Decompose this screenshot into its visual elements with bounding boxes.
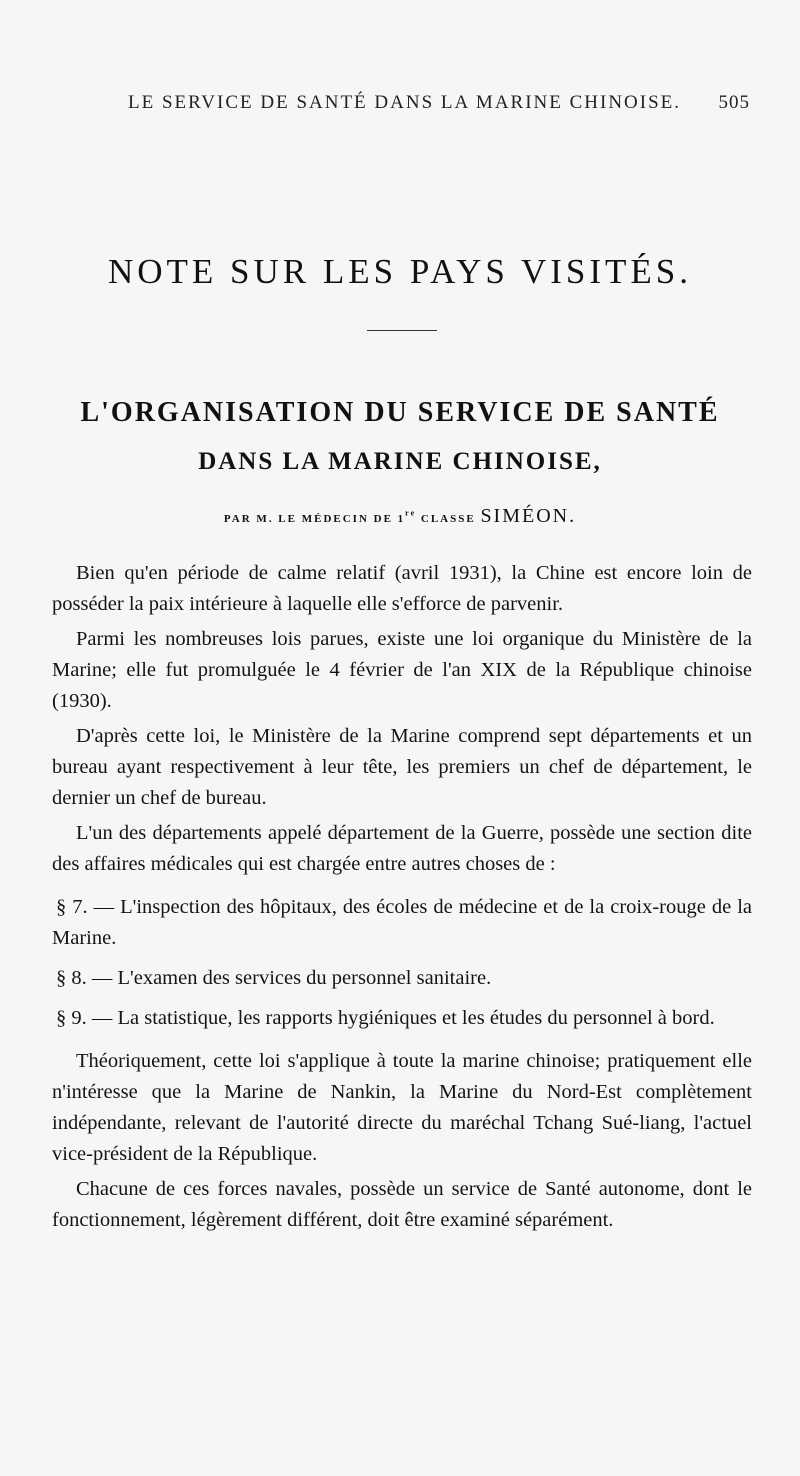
page-number: 505 xyxy=(718,92,750,113)
paragraph: L'un des départements appelé département de la Guerre, possède une section dite des affaires médicales qui est chargée entre autres choses de : xyxy=(52,822,752,875)
article-clause: § 8. — L'examen des services du personnel sanitaire. xyxy=(56,967,492,989)
paragraph: Bien qu'en période de calme relatif (avril 1931), la Chine est encore loin de posséder la paix intérieure à laquelle elle s'efforce de parvenir. xyxy=(52,562,752,615)
paragraph: Théoriquement, cette loi s'applique à toute la marine chinoise; pratiquement elle n'intéresse que la Marine de Nankin, la Marine du Nord-Est complètement indépendante, relevant de l'autorité directe du maréchal Tchang Sué-liang, l'actuel vice-président de la République. xyxy=(52,1050,752,1165)
article-clause: § 7. — L'inspection des hôpitaux, des écoles de médecine et de la croix-rouge de la Marine. xyxy=(52,896,752,949)
section-title: NOTE SUR LES PAYS VISITÉS. xyxy=(107,252,693,291)
article-body xyxy=(52,558,752,1236)
paragraph: D'après cette loi, le Ministère de la Marine comprend sept départements et un bureau ayant respectivement à leur tête, les premiers un chef de département, le dernier un chef de bureau. xyxy=(52,725,752,809)
paragraph: Parmi les nombreuses lois parues, existe une loi organique du Ministère de la Marine; elle fut promulguée le 4 février de l'an XIX de la République chinoise (1930). xyxy=(52,628,752,712)
article-title-line-1: L'ORGANISATION DU SERVICE DE SANTÉ xyxy=(80,397,720,428)
title-divider xyxy=(367,330,437,331)
byline-class: CLASSE xyxy=(416,513,481,525)
paragraph: Chacune de ces forces navales, possède un service de Santé autonome, dont le fonctionnement, légèrement différent, doit être examiné séparément. xyxy=(52,1178,752,1231)
byline-superscript: re xyxy=(405,508,417,518)
byline-author: SIMÉON. xyxy=(480,505,577,527)
running-header xyxy=(0,92,800,120)
byline xyxy=(0,505,800,528)
article-clause: § 9. — La statistique, les rapports hygiéniques et les études du personnel à bord. xyxy=(56,1007,715,1029)
article-title-line-2: DANS LA MARINE CHINOISE, xyxy=(198,448,602,475)
running-title: LE SERVICE DE SANTÉ DANS LA MARINE CHINOISE. xyxy=(128,92,682,113)
byline-prefix: PAR M. LE MÉDECIN DE 1 xyxy=(223,513,406,525)
